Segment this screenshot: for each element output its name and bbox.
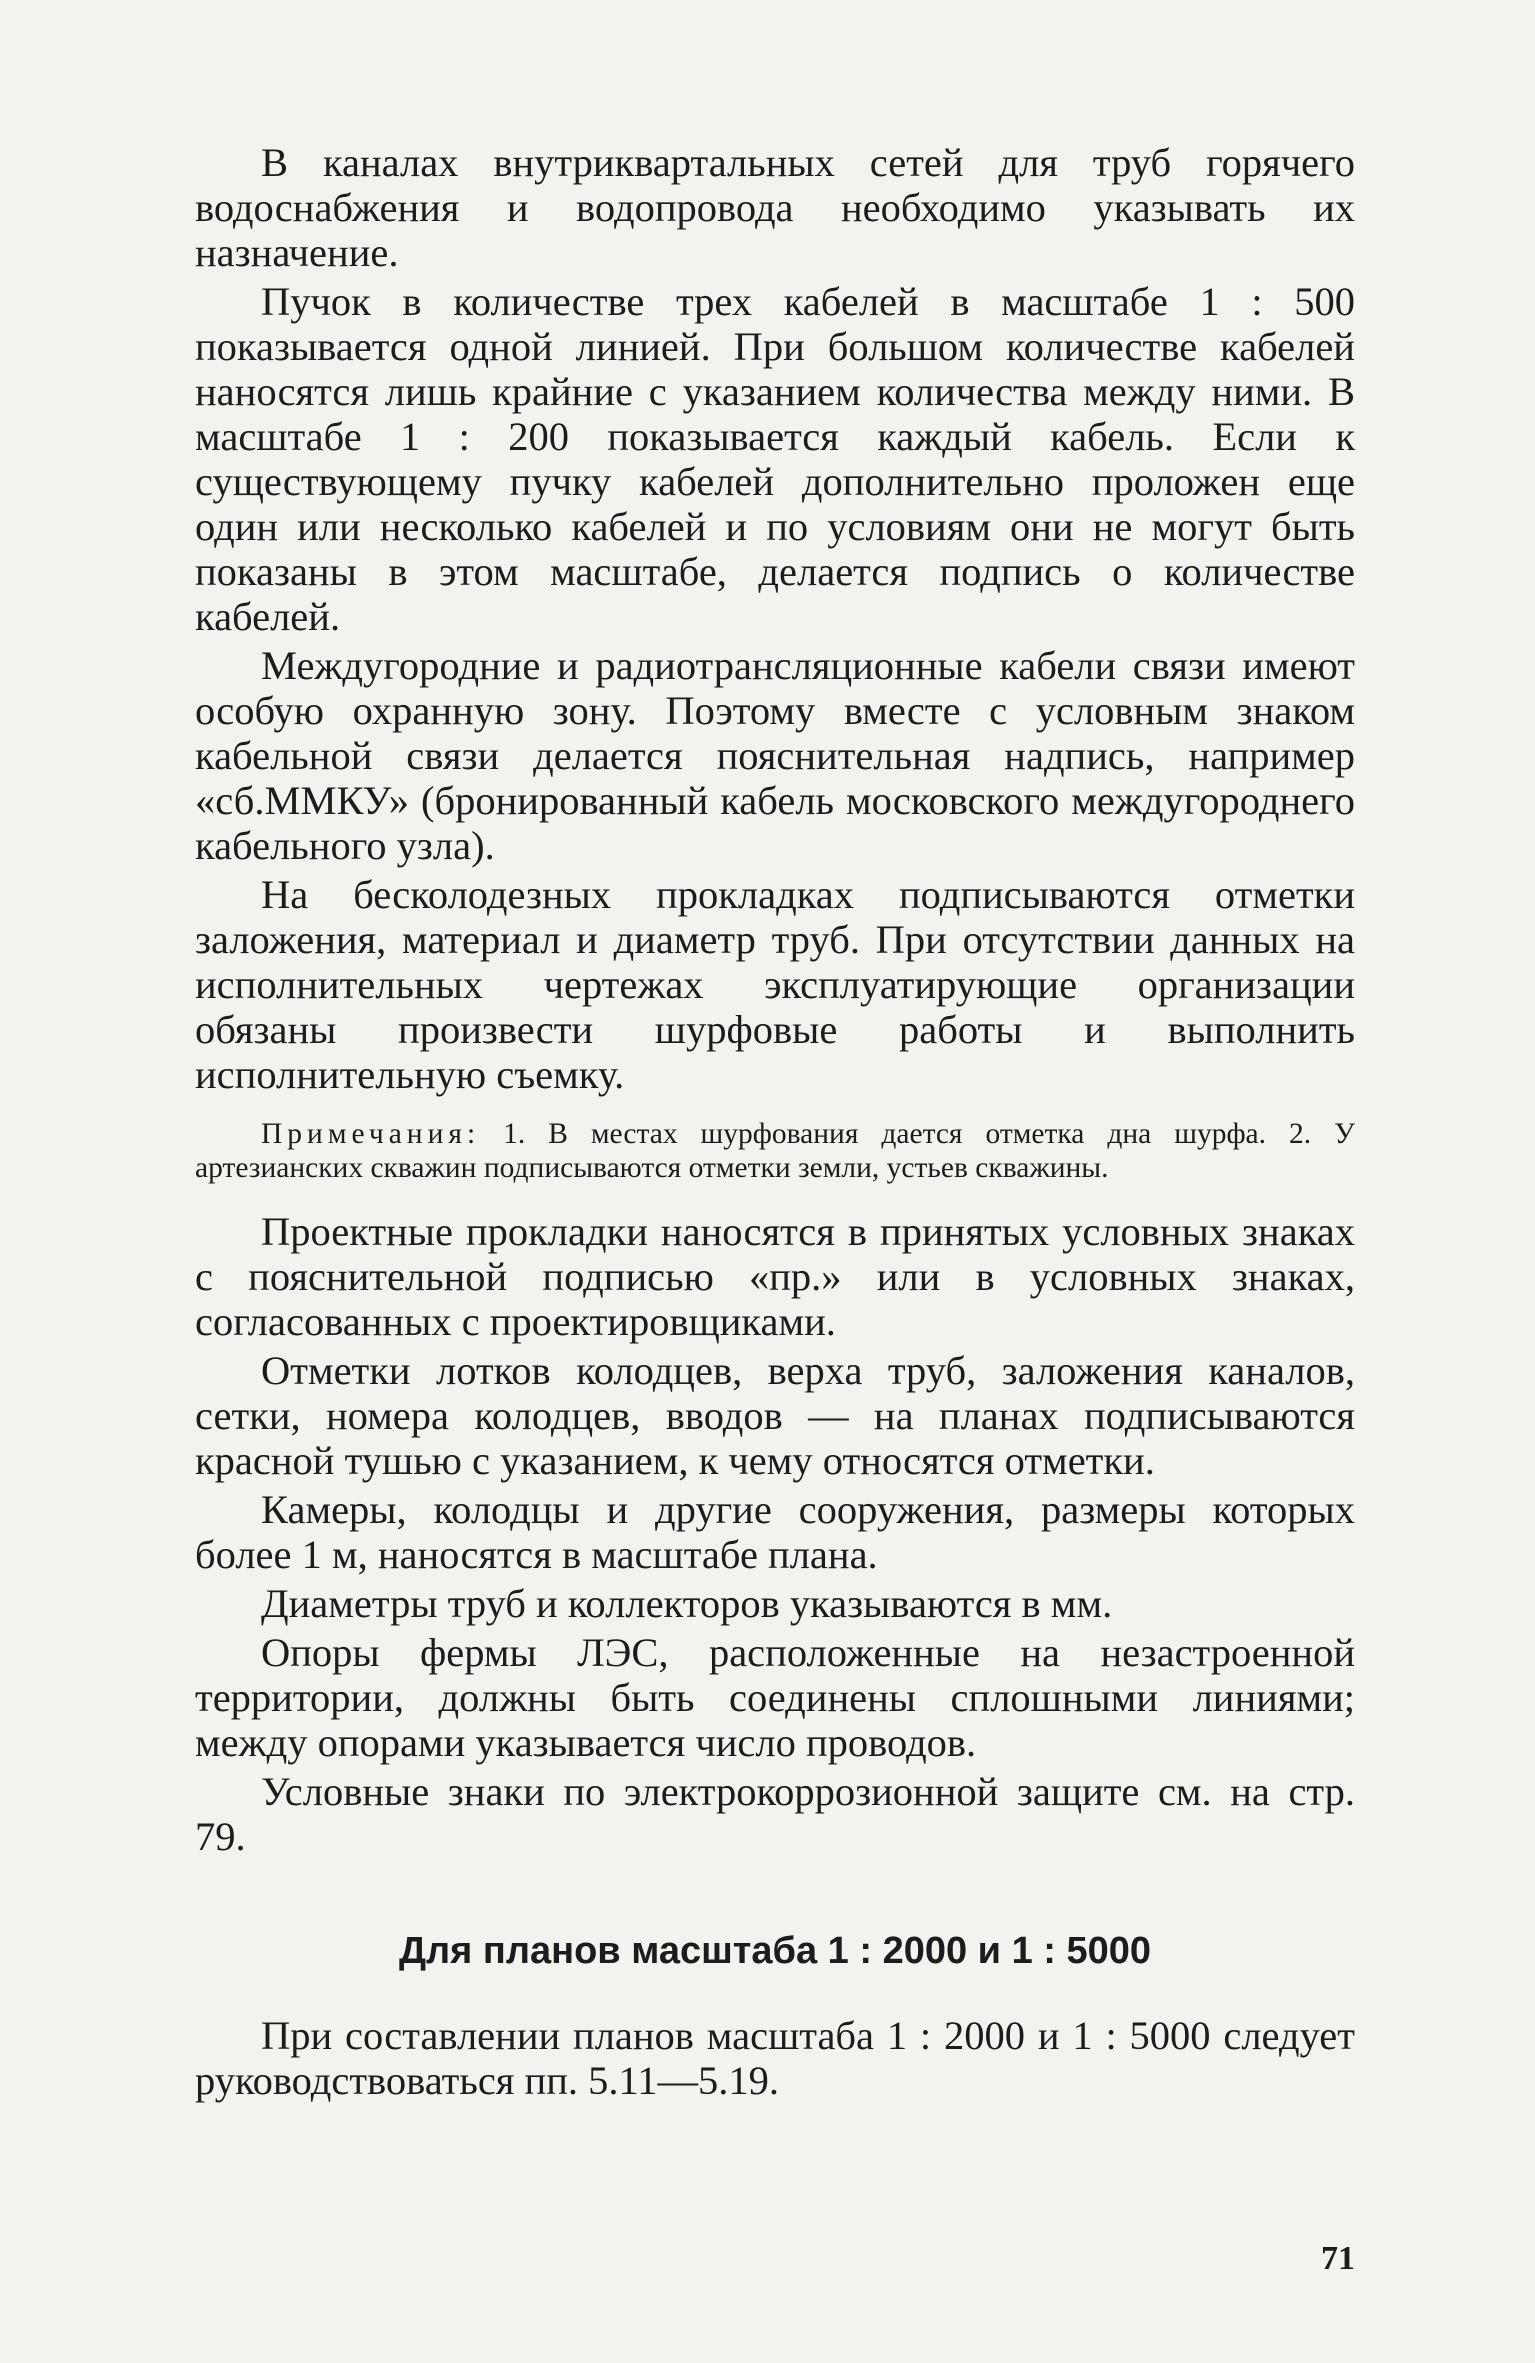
paragraph-power-line-supports: Опоры фермы ЛЭС, расположенные на незастроенной территории, должны быть соединены сплошными линиями; между опорами указывается число проводов. (195, 1630, 1355, 1765)
paragraph-scale-plans: При составлении планов масштаба 1 : 2000 и 1 : 5000 следует руководствоваться пп. 5.11—5.19. (195, 2013, 1355, 2103)
paragraph-corrosion-protection: Условные знаки по электрокоррозионной защите см. на стр. 79. (195, 1769, 1355, 1859)
paragraph-pipe-diameters: Диаметры труб и коллекторов указываются в мм. (261, 1581, 1113, 1626)
paragraph-pipe-channels: В каналах внутриквартальных сетей для труб горячего водоснабжения и водопровода необходимо указывать их назначение. (195, 140, 1355, 275)
section-heading: Для планов масштаба 1 : 2000 и 1 : 5000 (398, 1930, 1152, 1972)
note-text: 1. В местах шурфования дается отметка дна шурфа. 2. У артезианских скважин подписываются отметки земли, устьев скважины. (195, 1118, 1355, 1184)
note-block (195, 1117, 1355, 1185)
paragraph-intercity-cables: Междугородние и радиотрансляционные кабели связи имеют особую охранную зону. Поэтому вместе с условным знаком кабельной связи делается пояснительная надпись, например «сб.ММКУ» (бронированный кабель московского междугороднего кабельного узла). (195, 643, 1355, 868)
paragraph-project-laying: Проектные прокладки наносятся в принятых условных знаках с пояснительной подписью «пр.» или в условных знаках, согласованных с проектировщиками. (195, 1209, 1355, 1344)
page-number: 71 (1321, 2240, 1355, 2277)
paragraph-chambers: Камеры, колодцы и другие сооружения, размеры которых более 1 м, наносятся в масштабе плана. (195, 1487, 1355, 1577)
paragraph-trenchless-laying: На бесколодезных прокладках подписываются отметки заложения, материал и диаметр труб. При отсутствии данных на исполнительных чертежах эксплуатирующие организации обязаны произвести шурфовые работы и выполнить исполнительную съемку. (195, 872, 1355, 1097)
paragraph-elevation-marks: Отметки лотков колодцев, верха труб, заложения каналов, сетки, номера колодцев, вводов — на планах подписываются красной тушью с указанием, к чему относятся отметки. (195, 1348, 1355, 1483)
note-label: Примечания: (261, 1118, 481, 1150)
paragraph-cable-bundle: Пучок в количестве трех кабелей в масштабе 1 : 500 показывается одной линией. При большом количестве кабелей наносятся лишь крайние с указанием количества между ними. В масштабе 1 : 200 показывается каждый кабель. Если к существующему пучку кабелей дополнительно проложен еще один или несколько кабелей и по условиям они не могут быть показаны в этом масштабе, делается подпись о количестве кабелей. (195, 279, 1355, 639)
